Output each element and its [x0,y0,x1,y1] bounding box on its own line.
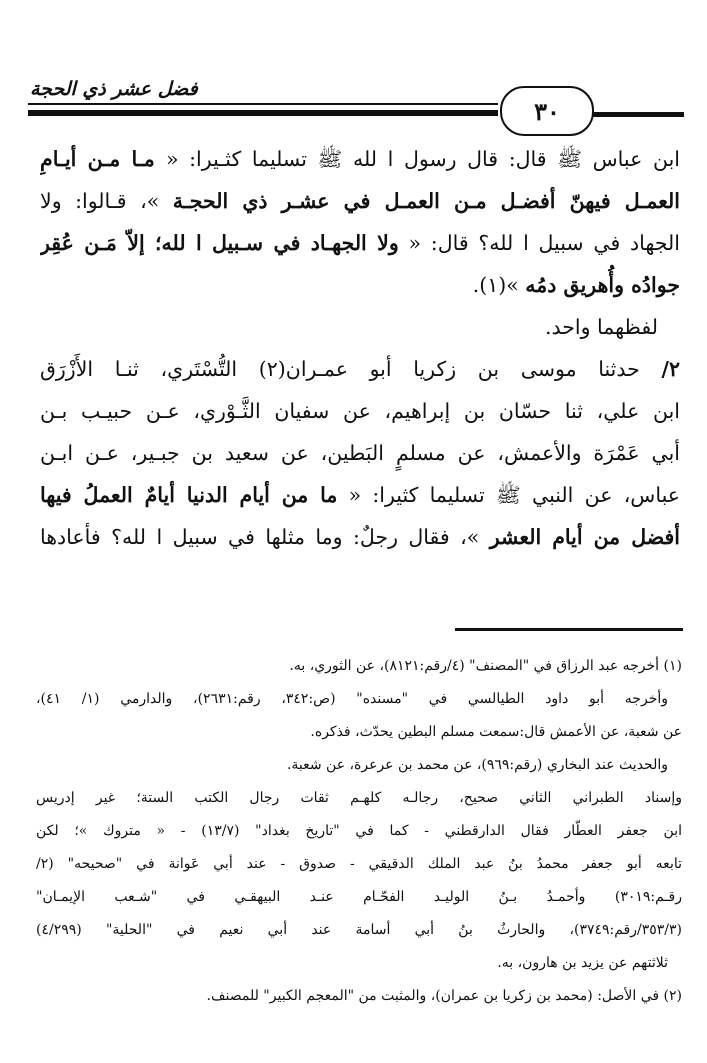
footnote-line: رقـم:٣٠١٩) وأحمـدُ بـنُ الوليـد الفحّـام عنـد البيهقـي في "شـعب الإيمـان" [36,889,682,905]
footnotes [36,650,682,1013]
text-line: الجهاد في سبيل ا لله؟ قال: « ولا الجهـاد في سـبيل ا لله؛ إلاّ مَـن عُقِر [40,231,680,255]
text-line: أفضل من أيام العشر »، فقال رجلٌ: وما مثلها في سبيل ا لله؟ فأعادها [40,525,680,549]
running-title: فضل عشر ذي الحجة [30,78,198,100]
footnote-line: والحديث عند البخاري (رقم:٩٦٩)، عن محمد بن عرعرة، عن شعبة. [286,757,668,773]
header-rule-thin [28,103,498,105]
footnote-line: وإسناد الطبراني الثاني صحيح، رجالـه كلهـم ثقات رجال الكتب الستة؛ غير إدريس [36,790,682,806]
text-line: لفظهما واحد. [544,315,658,339]
footnote-line: ابن جعفر العطّار فقال الدارقطني - كما في "تاريخ بغداد" (١٣/٧) - « متروك »؛ لكن [36,823,682,839]
footnote-line: (١) أخرجه عبد الرزاق في "المصنف" (٤/رقم:٨١٢١)، عن الثوري، به. [289,658,682,674]
header-rule-thick [28,110,498,116]
footnote-line: ثلاثتهم عن يزيد بن هارون، به. [497,955,668,971]
text-line: عباس، عن النبي ﷺ تسليما كثيرا: « ما من أيام الدنيا أيامٌ العملُ فيها [40,483,680,507]
text-line: جوادُه وأُهريق دمُه »(١). [472,273,680,297]
text-line: العمـل فيهنّ أفضـل مـن العمـل في عشـر ذي الحجـة »، قـالوا: ولا [40,189,680,213]
text-line: ٢/ حدثنا موسى بن زكريا أبو عمـران(٢) التُّسْتَري، ثنـا الأَزْرَق [40,357,680,381]
text-line: ابن عباس ﷺ قال: قال رسول ا لله ﷺ تسليما كثـيرا: « مـا مـن أيـامِ [40,147,680,171]
main-text [40,138,680,558]
footnote-line: عن شعبة، عن الأعمش قال:سمعت مسلم البطين يحدّث، فذكره. [310,724,682,740]
footnote-line: وأخرجه أبو داود الطيالسي في "مسنده" (ص:٣٤٢، رقم:٢٦٣١)، والدارمي (١/ ٤١)، [36,691,668,707]
footnote-separator [455,628,683,631]
text-line: أبي عَمْرَة والأعمش، عن مسلمٍ البَطين، عن سعيد بن جبـير، عـن ابـن [40,441,680,465]
page-number: ٣٠ [500,86,594,136]
footnote-line: تابعه أبو جعفر محمدُ بنُ عبد الملك الدقيقي - صدوق - عند أبي عَوانة في "صحيحه" (٢/ [36,856,682,872]
header-rule-right [592,112,684,117]
footnote-line: (٣٥٣/٣/رقم:٣٧٤٩)، والحارثُ بنُ أبي أسامة عند أبي نعيم في "الحلية" (٤/٢٩٩) [36,922,682,938]
footnote-line: (٢) في الأصل: (محمد بن زكريا بن عمران)، والمثبت من "المعجم الكبير" للمصنف. [206,988,682,1004]
text-line: ابن علي، ثنا حسّان بن إبراهيم، عن سفيان الثَّـوْري، عـن حبيـب بـن [40,399,680,423]
